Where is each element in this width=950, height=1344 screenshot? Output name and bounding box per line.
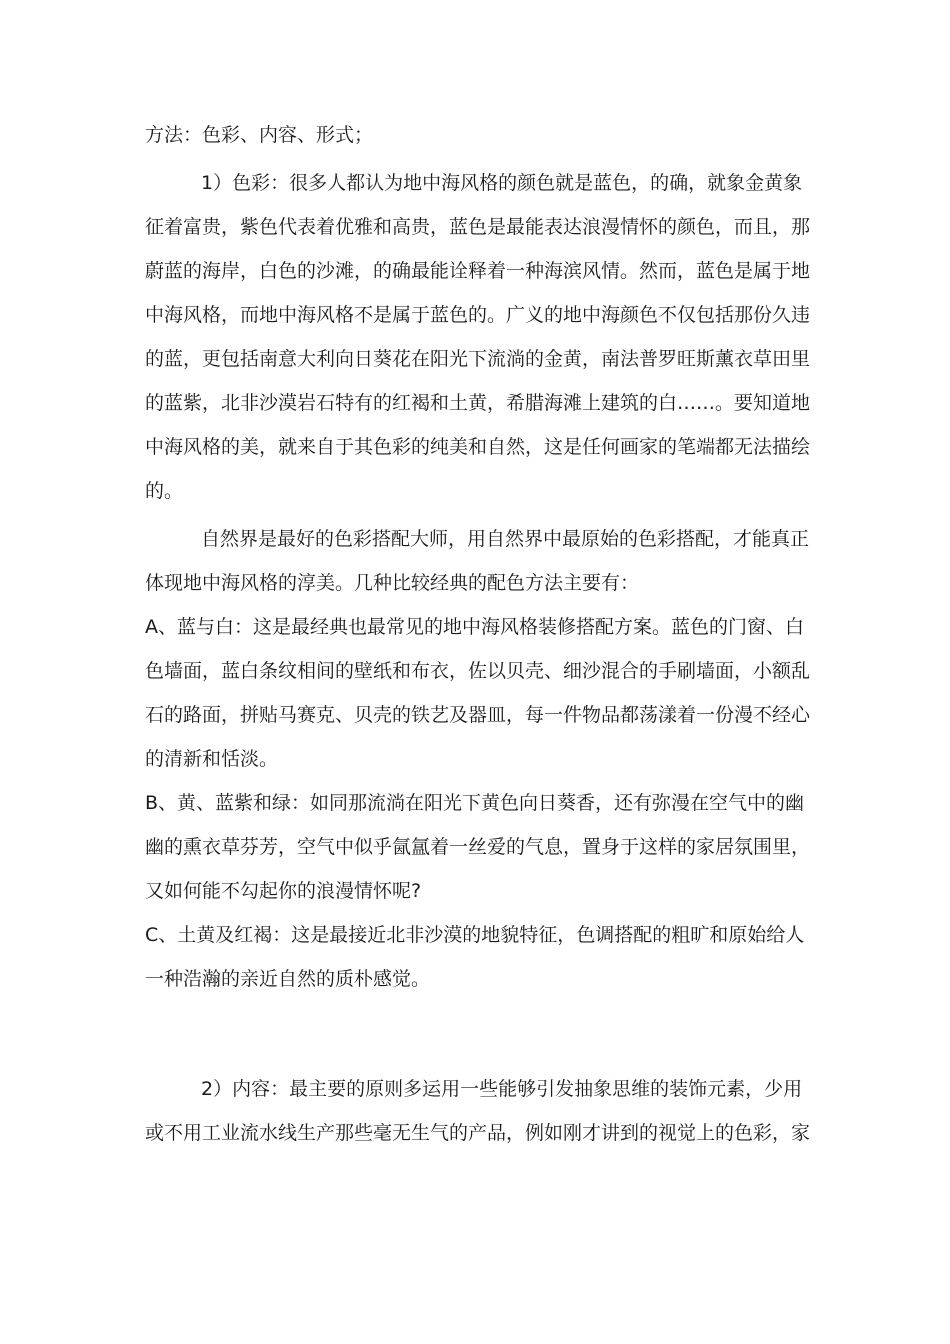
text-line: 的清新和恬淡。: [145, 748, 279, 770]
text-line: [145, 1001, 810, 1045]
text-line: C、土黄及红褐：这是最接近北非沙漠的地貌特征，色调搭配的粗旷和原始给人: [145, 924, 805, 946]
text-line: 中海风格，而地中海风格不是属于蓝色的。广义的地中海颜色不仅包括那份久违: [145, 304, 810, 326]
text-line: 蔚蓝的海岸，白色的沙滩，的确最能诠释着一种海滨风情。然而，蓝色是属于地: [145, 260, 810, 282]
text-line: 自然界是最好的色彩搭配大师，用自然界中最原始的色彩搭配，才能真正: [201, 528, 810, 550]
text-line: 2）内容：最主要的原则多运用一些能够引发抽象思维的装饰元素，少用: [201, 1078, 803, 1100]
text-line: 石的路面，拼贴马赛克、贝壳的铁艺及器皿，每一件物品都荡漾着一份漫不经心: [145, 704, 810, 726]
text-line: 的。: [145, 480, 184, 502]
text-line: A、蓝与白：这是最经典也最常见的地中海风格装修搭配方案。蓝色的门窗、白: [145, 616, 804, 638]
text-line: 或不用工业流水线生产那些毫无生气的产品，例如刚才讲到的视觉上的色彩，家: [145, 1122, 810, 1144]
text-line: 又如何能不勾起你的浪漫情怀呢?: [145, 880, 422, 902]
text-line: 中海风格的美，就来自于其色彩的纯美和自然，这是任何画家的笔端都无法描绘: [145, 436, 810, 458]
text-line: 的蓝，更包括南意大利向日葵花在阳光下流淌的金黄，南法普罗旺斯薰衣草田里: [145, 348, 810, 370]
text-line: 的蓝紫，北非沙漠岩石特有的红褐和土黄，希腊海滩上建筑的白……。要知道地: [145, 392, 810, 414]
text-line: 一种浩瀚的亲近自然的质朴感觉。: [145, 968, 431, 990]
document-body: [145, 113, 810, 1155]
spacer: [145, 1045, 810, 1067]
text-line: 色墙面，蓝白条纹相间的壁纸和布衣，佐以贝壳、细沙混合的手刷墙面，小额乱: [145, 660, 810, 682]
text-line: 幽的熏衣草芬芳，空气中似乎氤氲着一丝爱的气息，置身于这样的家居氛围里，: [145, 836, 810, 858]
text-line: 征着富贵，紫色代表着优雅和高贵，蓝色是最能表达浪漫情怀的颜色，而且，那: [145, 216, 810, 238]
text-line: 方法：色彩、内容、形式；: [145, 124, 374, 146]
text-line: 体现地中海风格的淳美。几种比较经典的配色方法主要有：: [145, 572, 640, 594]
text-line: B、黄、蓝紫和绿：如同那流淌在阳光下黄色向日葵香，还有弥漫在空气中的幽: [145, 792, 805, 814]
text-line: 1）色彩：很多人都认为地中海风格的颜色就是蓝色，的确，就象金黄象: [201, 172, 803, 194]
